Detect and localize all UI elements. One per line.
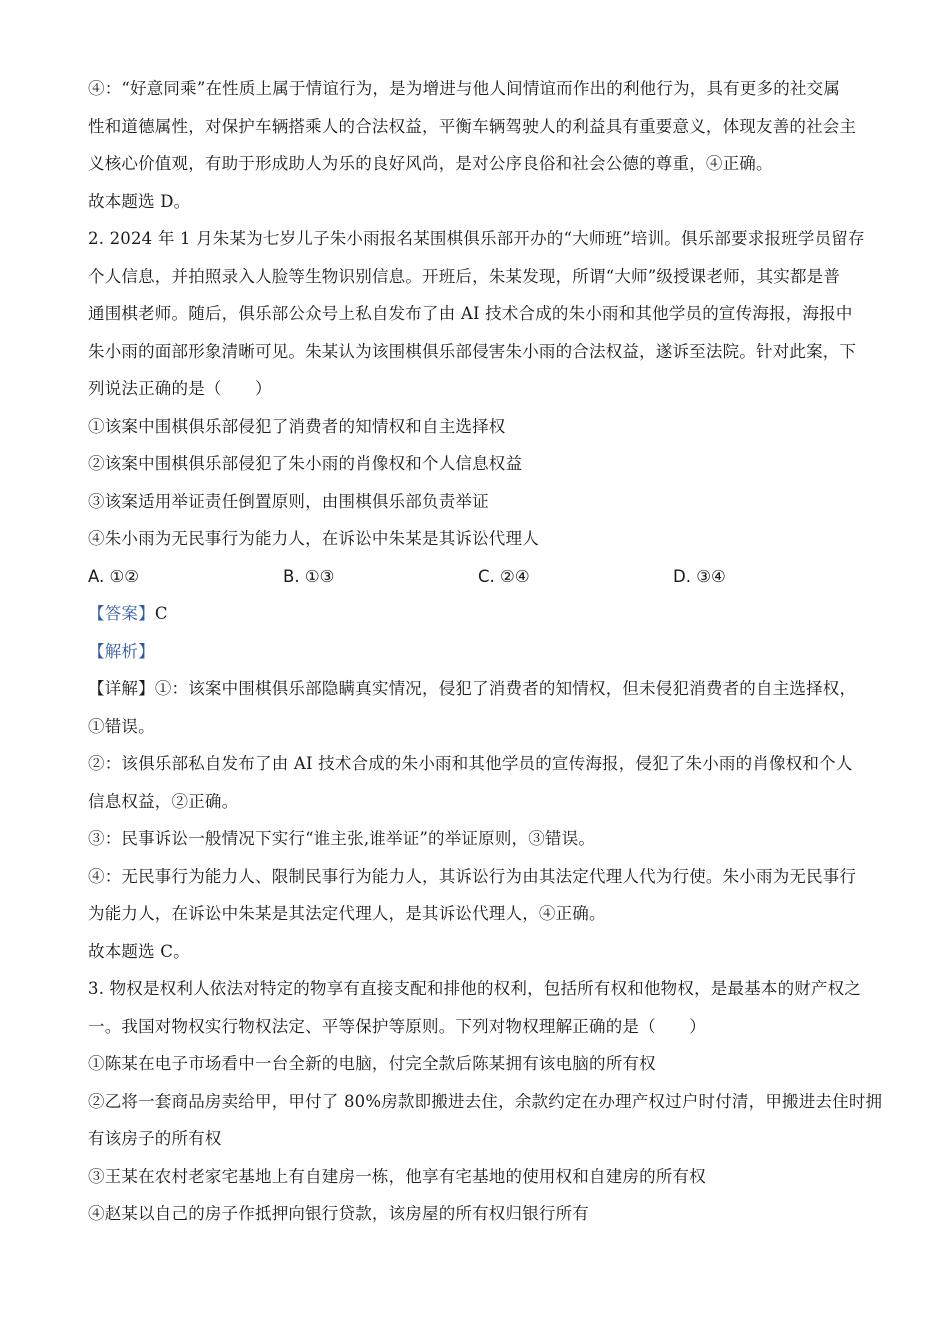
- option-c: [478, 558, 673, 596]
- answer-line: [88, 595, 868, 633]
- detail-text-line: ①错误。: [88, 716, 155, 736]
- document-page: [88, 70, 883, 1233]
- conclusion-line: 故本题选 C。: [88, 941, 190, 961]
- statement-1: ①该案中围棋俱乐部侵犯了消费者的知情权和自主选择权: [88, 416, 506, 436]
- statement-1: ①陈某在电子市场看中一台全新的电脑，付完全款后陈某拥有该电脑的所有权: [88, 1054, 656, 1073]
- detail-label: 【详解】: [88, 679, 155, 698]
- question-stem-line: 列说法正确的是（ ）: [88, 379, 272, 398]
- option-letter: A.: [88, 566, 105, 586]
- option-text: ③④: [696, 566, 726, 586]
- question-3: [88, 970, 883, 1233]
- detail-text-line: 为能力人，在诉讼中朱某是其法定代理人，是其诉讼代理人，④正确。: [88, 904, 606, 923]
- answer-value: C: [154, 604, 168, 623]
- question-stem-line: 个人信息，并拍照录入人脸等生物识别信息。开班后，朱某发现，所谓“大师”级授课老师，其实都是普: [88, 266, 841, 286]
- option-b: [283, 558, 478, 596]
- option-letter: B.: [283, 566, 300, 586]
- question-2: [88, 220, 868, 970]
- statement-2: ②乙将一套商品房卖给甲，甲付了 80%房款即搬进去住，余款约定在办理产权过户时付清，甲搬进去住时拥: [88, 1091, 883, 1111]
- detail-text-line: 信息权益，②正确。: [88, 791, 239, 811]
- question-stem-line: 朱小雨的面部形象清晰可见。朱某认为该围棋俱乐部侵害朱小雨的合法权益，遂诉至法院。针对此案，下: [88, 341, 857, 361]
- statement-3: ③王某在农村老家宅基地上有自建房一栋，他享有宅基地的使用权和自建房的所有权: [88, 1166, 706, 1186]
- statement-3: ③该案适用举证责任倒置原则，由围棋俱乐部负责举证: [88, 491, 489, 511]
- question-stem-line: 3. 物权是权利人依法对特定的物享有直接支配和排他的权利，包括所有权和他物权，是最基本的财产权之: [88, 979, 862, 998]
- question-stem-line: 2. 2024 年 1 月朱某为七岁儿子朱小雨报名某围棋俱乐部开办的“大师班”培训。俱乐部要求报班学员留存: [88, 229, 865, 248]
- option-letter: D.: [673, 566, 691, 586]
- statement-4: ④朱小雨为无民事行为能力人，在诉讼中朱某是其诉讼代理人: [88, 529, 539, 548]
- text-line: 义核心价值观，有助于形成助人为乐的良好风尚，是对公序良俗和社会公德的尊重，④正确。: [88, 154, 773, 173]
- conclusion-line: 故本题选 D。: [88, 191, 191, 211]
- text-line: 性和道德属性，对保护车辆搭乘人的合法权益，平衡车辆驾驶人的利益具有重要意义，体现友善的社会主: [88, 116, 857, 136]
- answer-options: [88, 558, 868, 596]
- statement-2-continued: 有该房子的所有权: [88, 1129, 222, 1148]
- option-text: ①②: [109, 566, 140, 586]
- option-text: ①③: [304, 566, 335, 586]
- option-text: ②④: [500, 566, 530, 586]
- analysis-line: [88, 633, 868, 671]
- detail-text-line: ③：民事诉讼一般情况下实行“谁主张,谁举证”的举证原则，③错误。: [88, 829, 596, 848]
- analysis-label: 【解析】: [88, 641, 155, 661]
- statement-2: ②该案中围棋俱乐部侵犯了朱小雨的肖像权和个人信息权益: [88, 454, 523, 473]
- detail-text: ①：该案中围棋俱乐部隐瞒真实情况，侵犯了消费者的知情权，但未侵犯消费者的自主选择权，: [154, 679, 857, 698]
- question-stem-line: 一。我国对物权实行物权法定、平等保护等原则。下列对物权理解正确的是（ ）: [88, 1016, 706, 1036]
- option-d: [673, 558, 868, 596]
- text-line: ④：“好意同乘”在性质上属于情谊行为，是为增进与他人间情谊而作出的利他行为，具有更多的社交属: [88, 79, 841, 98]
- option-letter: C.: [478, 566, 495, 586]
- statement-4: ④赵某以自己的房子作抵押向银行贷款，该房屋的所有权归银行所有: [88, 1204, 589, 1223]
- question-stem-line: 通围棋老师。随后，俱乐部公众号上私自发布了由 AI 技术合成的朱小雨和其他学员的宣传海报，海报中: [88, 304, 853, 323]
- detail-text-line: ④：无民事行为能力人、限制民事行为能力人，其诉讼行为由其法定代理人代为行使。朱小雨为无民事行: [88, 866, 857, 886]
- answer-label: 【答案】: [88, 604, 155, 623]
- detail-text-line: ②：该俱乐部私自发布了由 AI 技术合成的朱小雨和其他学员的宣传海报，侵犯了朱小雨的肖像权和个人: [88, 754, 853, 773]
- option-a: [88, 558, 283, 596]
- detail-line: [88, 670, 868, 708]
- prev-question-analysis: [88, 70, 868, 220]
